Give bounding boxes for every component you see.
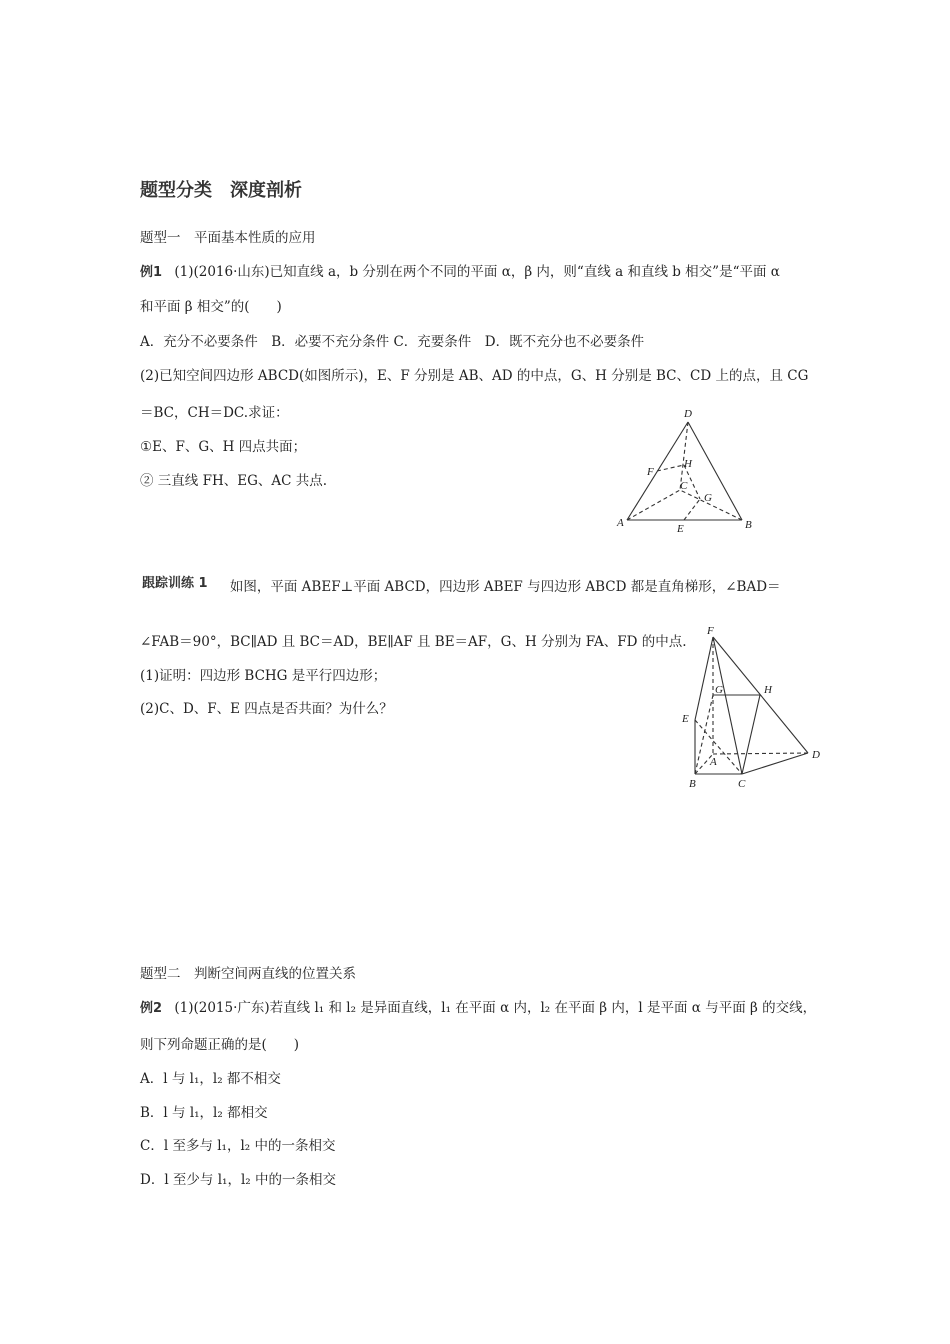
example1-text1: (1)(2016·山东)已知直线 a，b 分别在两个不同的平面 α，β 内，则“直线 a 和直线 b 相交”是“平面 α (174, 264, 780, 280)
example2-text1: (1)(2015·广东)若直线 l₁ 和 l₂ 是异面直线，l₁ 在平面 α 内，l₂ 在平面 β 内，l 是平面 α 与平面 β 的交线， (174, 1000, 817, 1016)
example1-proof1: ①E、F、G、H 四点共面； (140, 439, 307, 455)
example1-part2-line2: ＝BC，CH＝DC.求证： (140, 405, 289, 421)
label-G: G (704, 492, 712, 504)
example2-optB: B．l 与 l₁，l₂ 都相交 (140, 1105, 268, 1121)
label-E: E (677, 523, 684, 535)
example1-label: 例1 (140, 265, 163, 280)
example2-optA: A．l 与 l₁，l₂ 都不相交 (140, 1071, 281, 1087)
example2-label: 例2 (140, 1001, 163, 1016)
label-C: C (680, 480, 688, 492)
edge-FE (695, 637, 713, 720)
practice1-line2: ∠FAB＝90°，BC∥AD 且 BC＝AD，BE∥AF 且 BE＝AF，G、H 分别为 FA、FD 的中点. (140, 634, 687, 650)
example1-options: A．充分不必要条件 B．必要不充分条件 C．充要条件 D．既不充分也不必要条件 (140, 334, 645, 350)
practice1-q1: (1)证明：四边形 BCHG 是平行四边形； (140, 668, 387, 684)
label-D: D (684, 408, 692, 420)
label-F: F (647, 466, 654, 478)
example2-line1 (140, 999, 816, 1018)
example1-part2-line1: (2)已知空间四边形 ABCD(如图所示)，E、F 分别是 AB、AD 的中点，G、H 分别是 BC、CD 上的点，且 CG (140, 368, 809, 384)
practice1-text1: 如图，平面 ABEF⊥平面 ABCD，四边形 ABEF 与四边形 ABCD 都是直角梯形，∠BAD＝ (229, 579, 781, 595)
practice1-q2: (2)C、D、F、E 四点是否共面？为什么？ (140, 701, 393, 717)
label-C: C (738, 778, 746, 790)
label-E: E (682, 713, 689, 725)
label-A: A (617, 517, 624, 529)
edge-HC (742, 695, 760, 774)
example2-optC: C．l 至多与 l₁，l₂ 中的一条相交 (140, 1138, 336, 1154)
label-D: D (812, 749, 820, 761)
example2-line2: 则下列命题正确的是( ) (140, 1037, 300, 1053)
label-H: H (764, 684, 772, 696)
label-B: B (745, 519, 752, 531)
edge-AD (713, 753, 808, 754)
example1-line2: 和平面 β 相交”的( ) (140, 299, 282, 315)
type1-title: 题型一 平面基本性质的应用 (140, 230, 316, 246)
section-title: 题型分类 深度剖析 (140, 180, 302, 201)
label-B: B (689, 778, 696, 790)
example2-optD: D．l 至少与 l₁，l₂ 中的一条相交 (140, 1172, 336, 1188)
type2-title: 题型二 判断空间两直线的位置关系 (140, 966, 356, 982)
edge-CD (742, 753, 808, 774)
label-F: F (707, 625, 714, 637)
label-G: G (715, 684, 723, 696)
label-A: A (710, 756, 717, 768)
label-H: H (684, 458, 692, 470)
practice1-label: 跟踪训练 1 (142, 576, 208, 591)
example1-proof2: ② 三直线 FH、EG、AC 共点. (140, 473, 328, 489)
